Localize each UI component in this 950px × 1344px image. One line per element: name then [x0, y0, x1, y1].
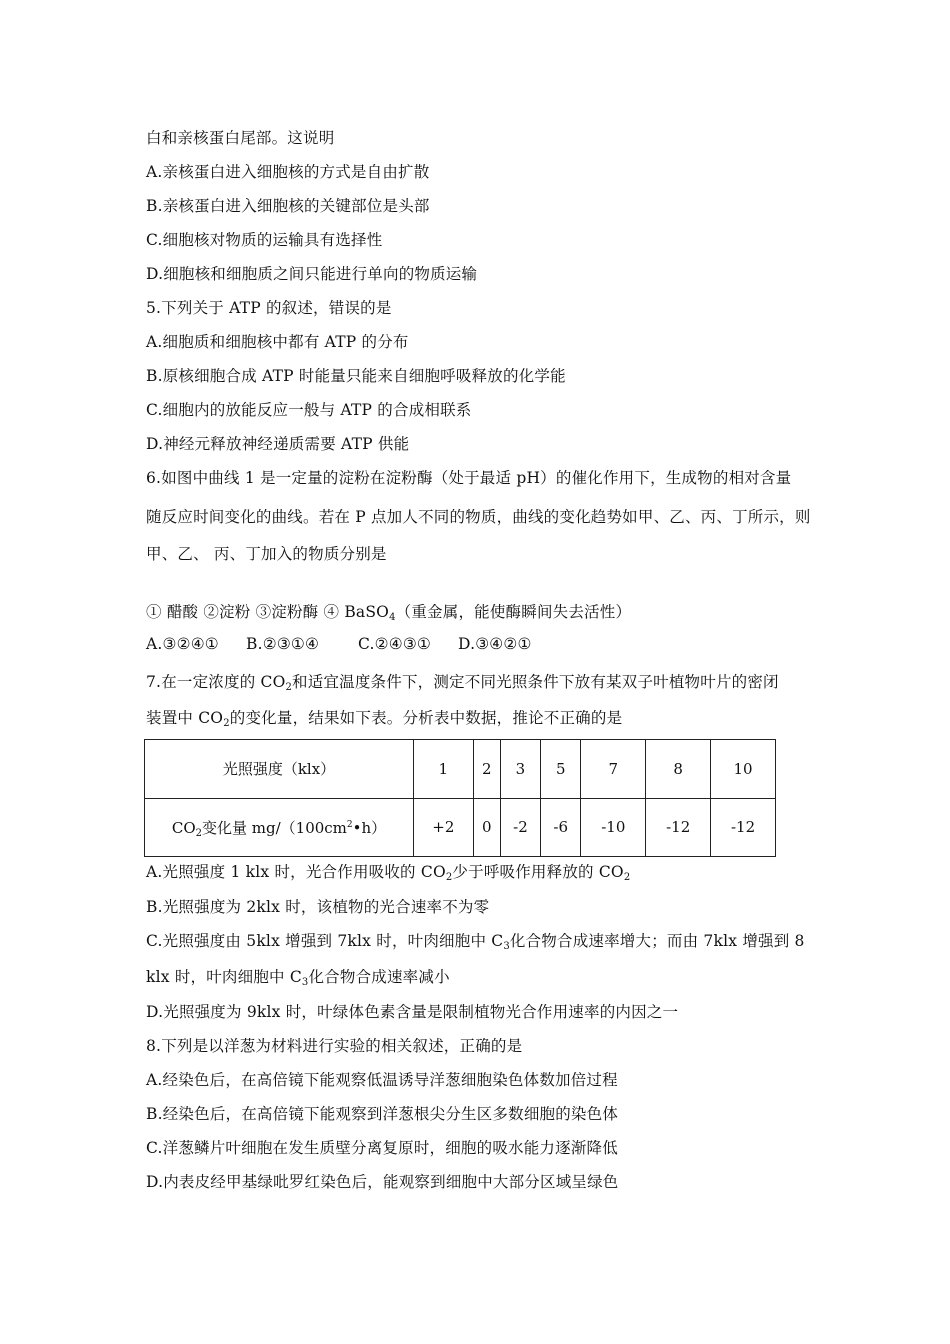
table-cell: 0: [473, 798, 500, 857]
question-5-option-c: C.细胞内的放能反应一般与 ATP 的合成相联系: [146, 401, 472, 419]
question-4-option-a: A.亲核蛋白进入细胞核的方式是自由扩散: [146, 163, 430, 181]
table-cell: 1: [414, 740, 474, 799]
question-8-option-c: C.洋葱鳞片叶细胞在发生质壁分离复原时，细胞的吸水能力逐渐降低: [146, 1139, 618, 1157]
table-row-co2: [145, 798, 776, 857]
question-6-option-c: C.②④③①: [358, 635, 432, 653]
substances-note: （重金属，能使酶瞬间失去活性）: [395, 603, 632, 621]
question-6-stem-line-1: 6.如图中曲线 1 是一定量的淀粉在淀粉酶（处于最适 pH）的催化作用下，生成物的相对含量: [146, 469, 792, 487]
table-header-co2: [145, 798, 414, 857]
question-7-stem-line-2: [146, 706, 622, 728]
question-7-option-c-line-2: [146, 965, 450, 987]
stem-text: 装置中 CO: [146, 709, 224, 727]
table-cell: 10: [711, 740, 776, 799]
question-6-stem-line-3: 甲、乙、 丙、丁加入的物质分别是: [146, 545, 387, 563]
question-6-option-b: B.②③①④: [246, 635, 320, 653]
subscript: 2: [223, 718, 230, 729]
table-cell: 8: [646, 740, 711, 799]
subscript: 3: [503, 941, 510, 952]
question-6-options: [146, 635, 532, 653]
question-4-option-d: D.细胞核和细胞质之间只能进行单向的物质运输: [146, 265, 478, 283]
table-cell: -10: [581, 798, 646, 857]
question-4-continuation: 白和亲核蛋白尾部。这说明: [146, 129, 335, 147]
table-cell: -2: [500, 798, 540, 857]
option-text: klx 时，叶肉细胞中 C: [146, 968, 302, 986]
label-text: CO: [171, 818, 196, 837]
subscript: 2: [445, 872, 453, 883]
table-cell: +2: [414, 798, 474, 857]
subscript: 2: [195, 827, 202, 839]
question-8-option-d: D.内表皮经甲基绿吡罗红染色后，能观察到细胞中大部分区域呈绿色: [146, 1173, 619, 1191]
subscript: 2: [623, 872, 631, 883]
question-5-stem: 5.下列关于 ATP 的叙述，错误的是: [146, 299, 392, 317]
question-7-stem-line-1: [146, 670, 779, 692]
option-text: C.光照强度由 5klx 增强到 7klx 时，叶肉细胞中 C: [146, 932, 504, 950]
table-cell: 2: [473, 740, 500, 799]
option-text: 化合物合成速率减小: [308, 968, 450, 986]
question-8-stem: 8.下列是以洋葱为材料进行实验的相关叙述，正确的是: [146, 1037, 523, 1055]
table-cell: -6: [541, 798, 581, 857]
subscript: 3: [301, 977, 309, 988]
subscript: 4: [389, 612, 396, 623]
question-7-option-d: D.光照强度为 9klx 时，叶绿体色素含量是限制植物光合作用速率的内因之一: [146, 1003, 679, 1021]
question-6-option-d: D.③④②①: [458, 635, 532, 653]
question-5-option-a: A.细胞质和细胞核中都有 ATP 的分布: [146, 333, 409, 351]
question-6-stem-line-2: 随反应时间变化的曲线。若在 P 点加人不同的物质，曲线的变化趋势如甲、乙、丙、丁所示，则: [146, 508, 811, 526]
question-5-option-b: B.原核细胞合成 ATP 时能量只能来自细胞呼吸释放的化学能: [146, 367, 566, 385]
question-7-option-a: [146, 860, 630, 882]
table-cell: -12: [646, 798, 711, 857]
table-cell: -12: [711, 798, 776, 857]
question-6-substances: [146, 600, 631, 622]
substances-text: ① 醋酸 ②淀粉 ③淀粉酶 ④ BaSO: [146, 603, 390, 621]
stem-text: 7.在一定浓度的 CO: [146, 673, 286, 691]
table-header-light: 光照强度（klx）: [145, 740, 414, 799]
question-7-option-c-line-1: [146, 929, 805, 951]
superscript: 2: [346, 819, 353, 830]
question-8-option-a: A.经染色后，在高倍镜下能观察低温诱导洋葱细胞染色体数加倍过程: [146, 1071, 618, 1089]
question-6-option-a: A.③②④①: [146, 635, 219, 653]
question-4-option-b: B.亲核蛋白进入细胞核的关键部位是头部: [146, 197, 430, 215]
table-cell: 5: [541, 740, 581, 799]
option-text: 少于呼吸作用释放的 CO: [452, 863, 624, 881]
table-row-light: [145, 740, 776, 799]
question-5-option-d: D.神经元释放神经递质需要 ATP 供能: [146, 435, 410, 453]
option-text: A.光照强度 1 klx 时，光合作用吸收的 CO: [146, 863, 446, 881]
question-8-option-b: B.经染色后，在高倍镜下能观察到洋葱根尖分生区多数细胞的染色体: [146, 1105, 619, 1123]
stem-text: 和适宜温度条件下，测定不同光照条件下放有某双子叶植物叶片的密闭: [292, 673, 779, 691]
question-4-option-c: C.细胞核对物质的运输具有选择性: [146, 231, 383, 249]
question-7-option-b: B.光照强度为 2klx 时，该植物的光合速率不为零: [146, 898, 490, 916]
co2-data-table: [144, 739, 776, 857]
label-text: 变化量 mg/（100cm: [202, 818, 347, 837]
stem-text: 的变化量，结果如下表。分析表中数据，推论不正确的是: [229, 709, 623, 727]
table-cell: 3: [500, 740, 540, 799]
label-text: •h）: [352, 818, 387, 837]
table-cell: 7: [581, 740, 646, 799]
option-text: 化合物合成速率增大；而由 7klx 增强到 8: [509, 932, 805, 950]
subscript: 2: [285, 682, 293, 693]
